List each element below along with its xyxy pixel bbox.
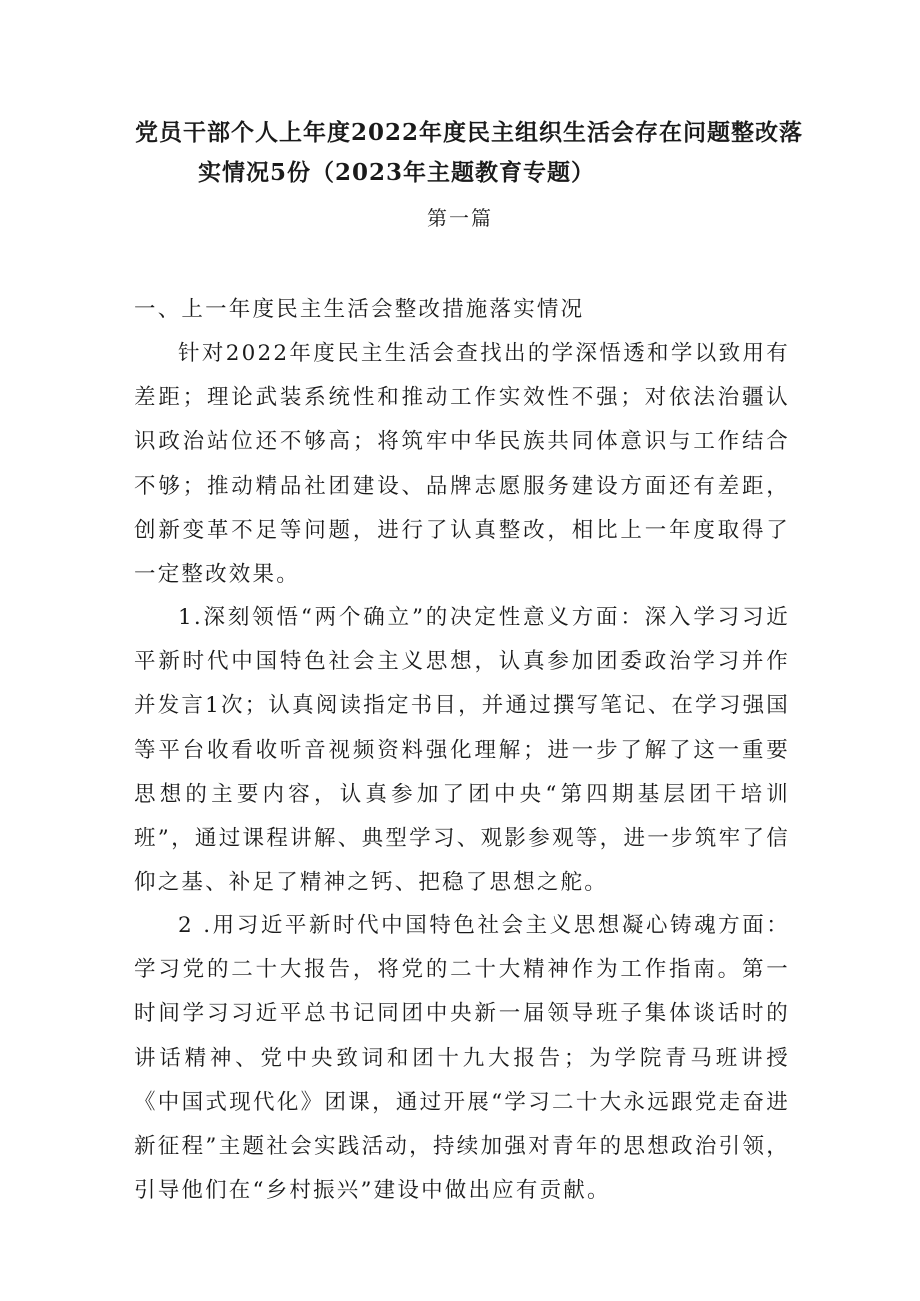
paragraph-intro: 针对2022年度民主生活会查找出的学深悟透和学以致用有差距；理论武装系统性和推动工作实效性不强；对依法治疆认识政治站位还不够高；将筑牢中华民族共同体意识与工作结合不够；推动精品社团建设、品牌志愿服务建设方面还有差距，创新变革不足等问题，进行了认真整改，相比上一年度取得了一定整改效果。 [134,341,790,588]
section-heading: 一、上一年度民主生活会整改措施落实情况 [134,297,585,322]
document-title-line-2: 实情况5份（2023年主题教育专题） [198,159,596,186]
document-title-line-1: 党员干部个人上年度2022年度民主组织生活会存在问题整改落 [135,119,804,146]
document-subtitle: 第一篇 [427,206,493,230]
paragraph-item-2: 2 .用习近平新时代中国特色社会主义思想凝心铸魂方面：学习党的二十大报告，将党的二十大精神作为工作指南。第一时间学习习近平总书记同团中央新一届领导班子集体谈话时的讲话精神、党中央致词和团十九大报告；为学院青马班讲授《中国式现代化》团课，通过开展“学习二十大永远跟党走奋进新征程”主题社会实践活动，持续加强对青年的思想政治引领，引导他们在“乡村振兴”建设中做出应有贡献。 [134,913,790,1204]
paragraph-item-1: 1.深刻领悟“两个确立”的决定性意义方面：深入学习习近平新时代中国特色社会主义思想，认真参加团委政治学习并作并发言1次；认真阅读指定书目，并通过撰写笔记、在学习强国等平台收看收听音视频资料强化理解；进一步了解了这一重要思想的主要内容，认真参加了团中央“第四期基层团干培训班”，通过课程讲解、典型学习、观影参观等，进一步筑牢了信仰之基、补足了精神之钙、把稳了思想之舵。 [134,605,790,896]
